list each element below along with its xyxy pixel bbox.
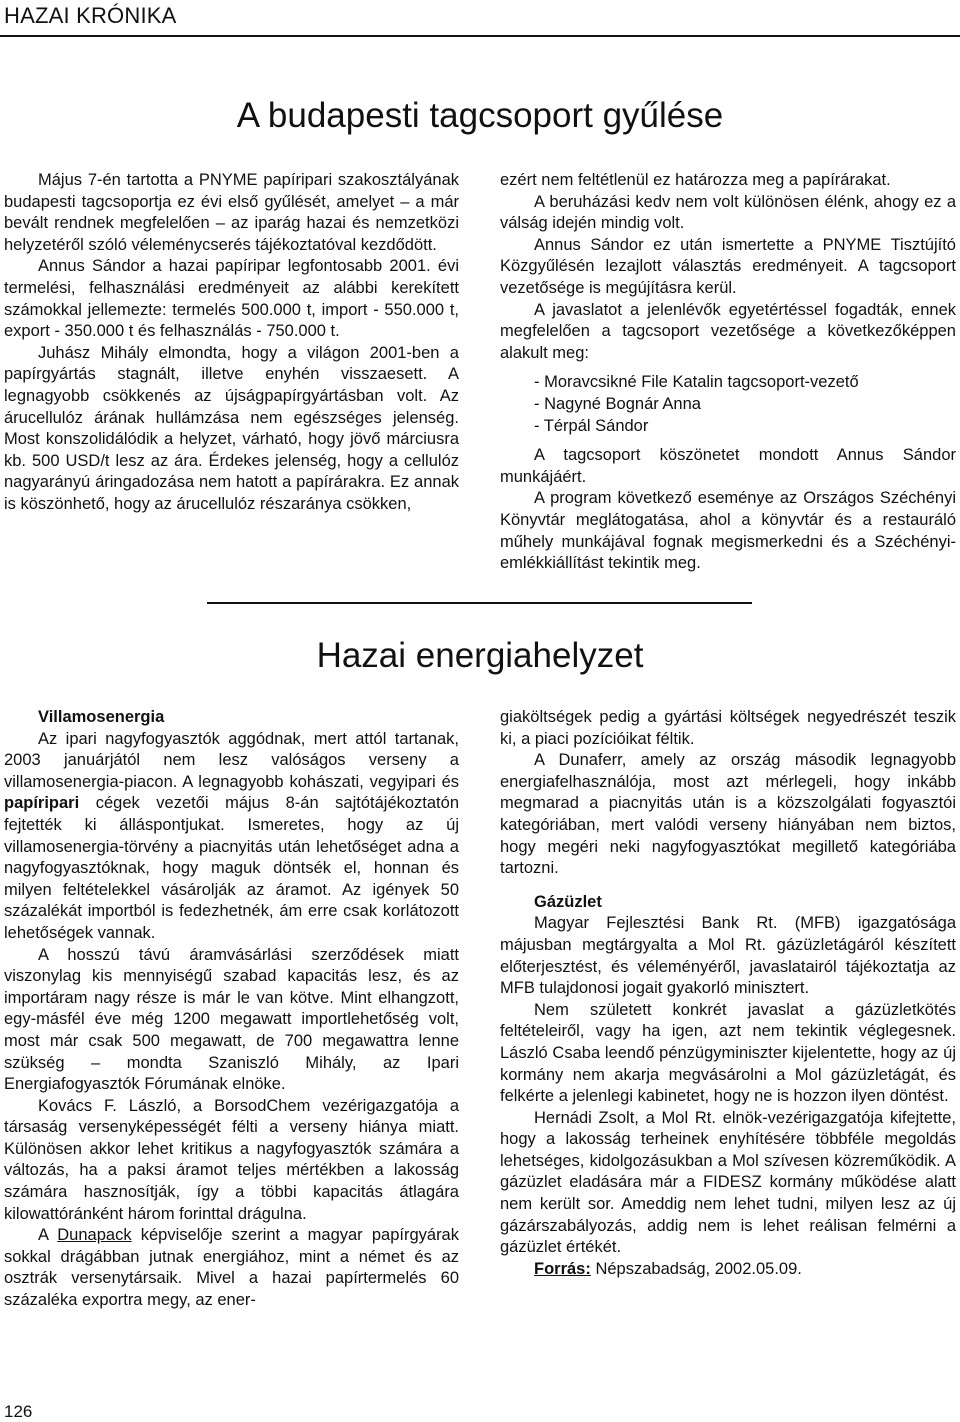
dunapack-link[interactable]: Dunapack [57, 1226, 132, 1245]
text: Az ipari nagyfogyasztók aggódnak, mert attól tartanak, 2003 januárjától nem lesz valóságos verseny a villamosenergia-piacon. A legnagyobb kohászati, vegyipari és [4, 729, 459, 791]
text: képviselője szerint a magyar papírgyárak sokkal drágábban jutnak energiához, mint a német és az osztrák versenytársaik. Mivel a hazai papírtermelés 60 százaléka exportra megy, az ener- [4, 1226, 459, 1310]
article1-column-left [4, 170, 459, 516]
header-rule [0, 35, 960, 37]
source-text: Népszabadság, 2002.05.09. [590, 1259, 802, 1278]
article-title-budapest: A budapesti tagcsoport gyűlése [236, 96, 724, 135]
article2-column-left [4, 707, 459, 1312]
article1-column-right [500, 170, 956, 575]
list-item: - Moravcsikné File Katalin tagcsoport-vezető [534, 373, 859, 392]
paragraph: Juhász Mihály elmondta, hogy a világon 2001-ben a papírgyártás stagnált, illetve enyhén visszaesett. A legnagyobb csökkenés az újságpapírgyártásban volt. Az árucellulóz árának hullámzása nem egészséges jelenség. Most konszolidálódik a helyzet, várható, hogy jövő márciusra kb. 500 USD/t lesz az ára. Érdekes jelenség, hogy a cellulóz nagyarányú áringadozása nem hatott a papírárakra. Ez annak is köszönhető, hogy az árucellulóz részaránya csökken, [4, 343, 459, 513]
paragraph [4, 729, 459, 945]
paragraph: Annus Sándor a hazai papíripar legfontosabb 2001. évi termelési, felhasználási eredményeit az alábbi kerekített számokkal jellemezte: termelés 500.000 t, import - 550.000 t, export - 350.000 t és felhasználás - 750.000 t. [4, 257, 459, 341]
paragraph: A beruházási kedv nem volt különösen élénk, ahogy ez a válság idején mindig volt. [500, 192, 956, 233]
section-label: HAZAI KRÓNIKA [4, 3, 177, 28]
paragraph: A javaslatot a jelenlévők egyetértéssel fogadták, ennek megfelelően a tagcsoport vezetősége a következőképpen alakult meg: [500, 300, 956, 362]
paragraph [4, 1225, 459, 1311]
list-item: - Nagyné Bognár Anna [534, 394, 701, 413]
paragraph: giaköltségek pedig a gyártási költségek negyedrészét teszik ki, a piaci pozícióikat féltik. [500, 708, 956, 748]
paragraph: Május 7-én tartotta a PNYME papíripari szakosztályának budapesti tagcsoportja ez évi első gyűlését, amelyet – a már bevált rendnek megfelelően – az iparág hazai és nemzetközi helyzetéről szóló véleménycserés tájékoztatóval kezdődött. [4, 171, 459, 254]
text: cégek vezetői május 8-án sajtótájékoztatón fejtették ki álláspontjukat. Ismeretes, hogy az új villamosenergia-törvény a piacnyitás után lehetőséget adna a nagyfogyasztóknak, hogy maguk döntsék el, honnan és milyen feltételekkel vásárolják az áramot. Az igények 50 százalékát importból is fedezhetnék, ám erre csak korlátozott lehetőségek vannak. [4, 794, 459, 942]
source-line [500, 1259, 956, 1281]
text: A [38, 1226, 58, 1245]
paragraph: A hosszú távú áramvásárlási szerződések miatt viszonylag kis mennyiségű szabad kapacitás lesz, és az importáram nagy része is már le van kötve. Mint elhangzott, egy-másfél éve még 1200 megawatt importlehetőség volt, most már csak 500 megawatt, de 700 megawattra lenne szükség – mondta Szaniszló Mihály, az Ipari Energiafogyasztók Fórumának elnöke. [4, 945, 459, 1094]
article2-column-right [500, 707, 956, 1280]
paragraph: ezért nem feltétlenül ez határozza meg a papírárakat. [500, 171, 891, 189]
paragraph: Nem született konkrét javaslat a gázüzletkötés feltételeiről, vagy ha igen, azt nem tekintik véglegesnek. László Csaba leendő pénzügyminiszter kijelentette, hogy az új kormány nem akarja megvásárolni a Mol gázüzletágát, és felkérte a jelenlegi kabinetet, hogy ne is hozzon ilyen döntést. [500, 1000, 956, 1106]
subheading-villamosenergia: Villamosenergia [38, 708, 165, 726]
source-label: Forrás: [534, 1259, 591, 1278]
subheading-gazuzlet: Gázüzlet [534, 892, 602, 911]
section-header [0, 0, 960, 36]
paragraph: A program következő eseménye az Országos Széchényi Könyvtár meglátogatása, ahol a könyvtár és a restauráló műhely munkájával fognak megismerkedni és a Széchényi-emlékkiállítást tekintik meg. [500, 489, 956, 573]
paragraph: Annus Sándor ez után ismertette a PNYME Tisztújító Közgyűlésén lezajlott választás eredményeit. A tagcsoport vezetősége is megújításra kerül. [500, 235, 956, 297]
officer-list [500, 372, 956, 437]
paragraph: Magyar Fejlesztési Bank Rt. (MFB) igazgatósága májusban megtárgyalta a Mol Rt. gázüzletágáról készített előterjesztést, és véleményéről, javaslatairól tájékoztatja az MFB tulajdonosi jogait gyakorló minisztert. [500, 914, 956, 998]
page-number: 126 [4, 1402, 33, 1421]
paragraph: Hernádi Zsolt, a Mol Rt. elnök-vezérigazgatója kifejtette, hogy a lakosság terheinek enyhítésére többféle megoldás lehetséges, kidolgozásukban a Mol szívesen közreműködik. A gázüzlet eladására már a FIDESZ kormány működése alatt nem került sor. Ameddig nem lehet tudni, milyen lesz az új gázárszabályozás, addig nem is lehet reálisan felmérni a gázüzlet értékét. [500, 1108, 956, 1257]
article-separator [207, 602, 752, 604]
paragraph: Kovács F. László, a BorsodChem vezérigazgatója a társaság versenyképességét félti a verseny hiánya miatt. Különösen akkor lehet kritikus a nagyfogyasztók számára a változás, ha a paksi áramot teljes mértékben a lakosság számára hasznosítják, így a többi kapacitás átlagára kilowattóránként három forinttal drágulna. [4, 1096, 459, 1223]
list-item: - Térpál Sándor [534, 416, 649, 435]
bold-keyword: papíripari [4, 794, 80, 813]
paragraph: A tagcsoport köszönetet mondott Annus Sándor munkájáért. [500, 446, 956, 486]
paragraph: A Dunaferr, amely az ország második legnagyobb energiafelhasználója, most azt mérlegeli, hogy inkább megmarad a piacnyitás után is a közszolgálati fogyasztói kategóriában, mert valódi verseny hiányában nem biztos, hogy megéri neki nagyfogyasztókat megillető kategóriába tartozni. [500, 751, 956, 878]
article-title-energy: Hazai energiahelyzet [316, 636, 644, 675]
